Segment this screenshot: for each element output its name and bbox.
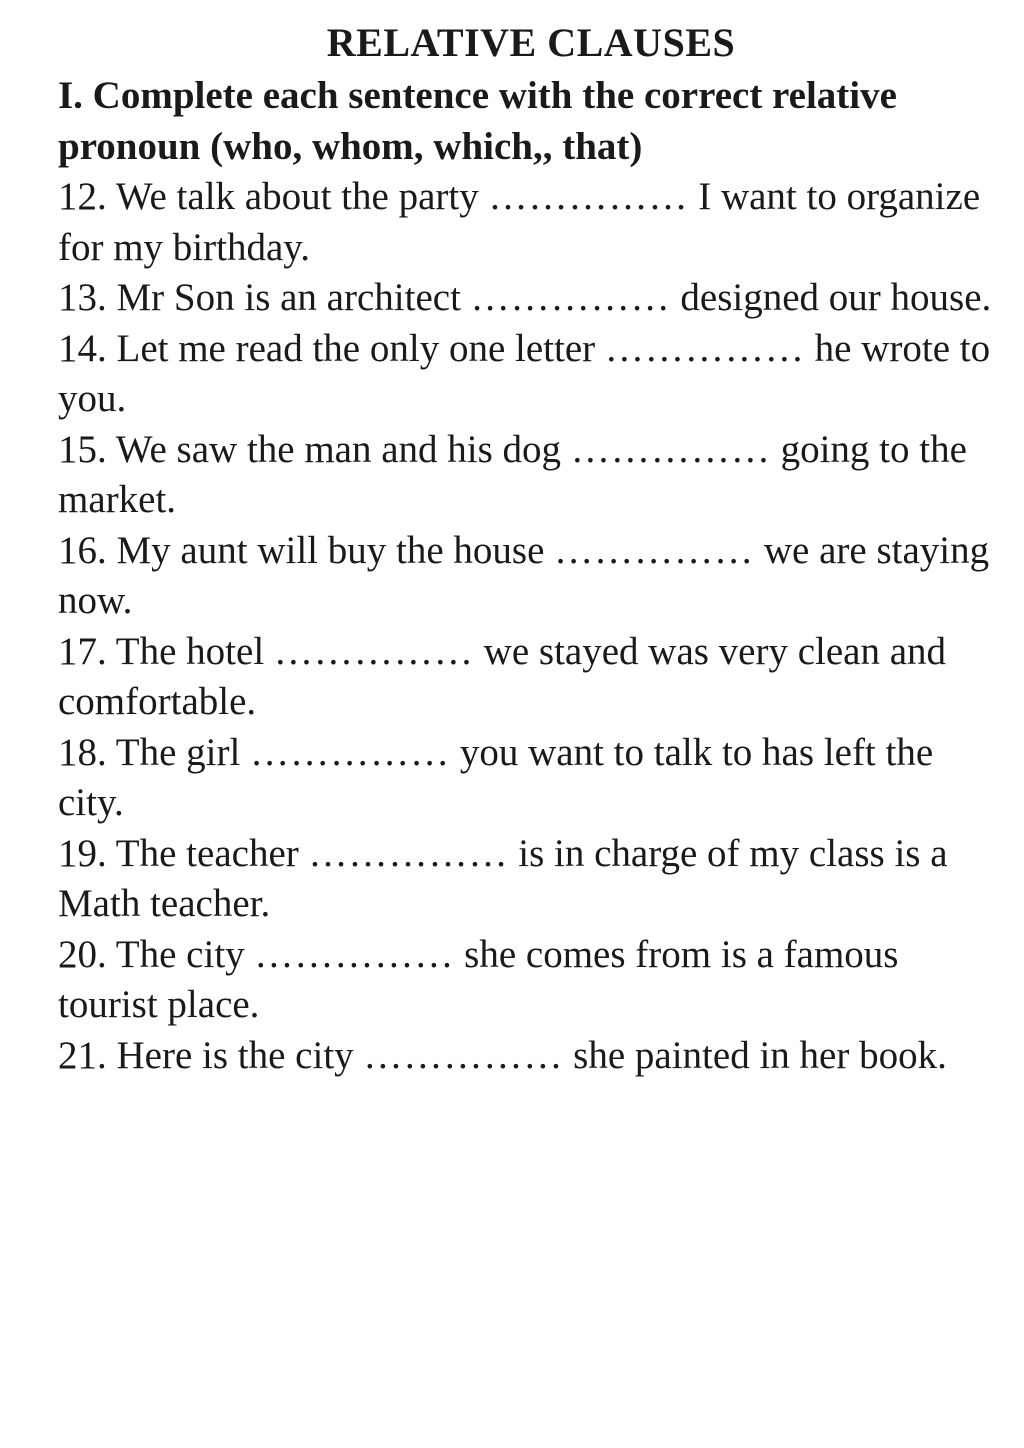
exercise-item: [58, 728, 1004, 829]
item-number: 14.: [58, 326, 107, 370]
answer-blank[interactable]: ……………: [254, 932, 455, 976]
exercise-item: [58, 930, 1004, 1031]
item-text-before: The hotel: [115, 629, 265, 673]
answer-blank[interactable]: ……………: [250, 730, 451, 774]
item-number: 21.: [58, 1033, 107, 1077]
exercise-item: [58, 829, 1004, 930]
worksheet-title: RELATIVE CLAUSES: [326, 20, 736, 65]
exercise-instruction: I. Complete each sentence with the correct relative pronoun (who, whom, which,, that): [58, 74, 897, 168]
answer-blank[interactable]: ……………: [363, 1033, 564, 1077]
item-text-after: designed our house.: [680, 276, 992, 319]
item-number: 12.: [58, 175, 107, 218]
item-number: 17.: [58, 629, 107, 673]
exercise-item: [58, 1031, 1004, 1082]
item-text-after: he wrote to you.: [58, 326, 991, 420]
item-number: 20.: [58, 932, 107, 976]
item-text-before: The city: [115, 932, 245, 976]
item-text-after: she painted in her book.: [573, 1033, 947, 1077]
item-text-after: is in charge of my class is a Math teacher.: [58, 831, 948, 925]
item-text-after: going to the market.: [58, 427, 967, 521]
answer-blank[interactable]: ……………: [604, 326, 805, 370]
item-text-before: My aunt will buy the house: [116, 528, 545, 572]
answer-blank[interactable]: ……………: [470, 276, 671, 319]
item-number: 16.: [58, 528, 107, 572]
exercise-item: [58, 526, 1004, 627]
item-number: 18.: [58, 730, 107, 774]
item-text-after: you want to talk to has left the city.: [58, 730, 934, 824]
item-text-before: Here is the city: [116, 1033, 354, 1077]
answer-blank[interactable]: ……………: [308, 831, 509, 875]
answer-blank[interactable]: ……………: [488, 175, 689, 218]
item-text-after: we are staying now.: [58, 528, 990, 622]
answer-blank[interactable]: ……………: [570, 427, 771, 471]
exercise-list: [58, 172, 1004, 1081]
item-text-before: The girl: [115, 730, 241, 774]
item-text-after: we stayed was very clean and comfortable.: [58, 629, 947, 723]
item-text-before: Mr Son is an architect: [116, 276, 461, 319]
answer-blank[interactable]: ……………: [554, 528, 755, 572]
item-text-before: We saw the man and his dog: [115, 427, 562, 471]
item-text-before: Let me read the only one letter: [116, 326, 596, 370]
item-number: 19.: [58, 831, 107, 875]
answer-blank[interactable]: ……………: [273, 629, 474, 673]
exercise-item: [58, 324, 1004, 425]
exercise-item: [58, 425, 1004, 526]
exercise-item: [58, 627, 1004, 728]
item-text-before: The teacher: [115, 831, 299, 875]
item-text-after: she comes from is a famous tourist place.: [58, 932, 899, 1026]
exercise-item: [58, 273, 1004, 324]
worksheet: [58, 18, 1004, 1081]
exercise-item: [58, 172, 1004, 273]
item-number: 15.: [58, 427, 107, 471]
item-text-after: I want to organize for my birthday.: [58, 175, 981, 269]
item-number: 13.: [58, 276, 107, 319]
item-text-before: We talk about the party: [115, 175, 479, 218]
